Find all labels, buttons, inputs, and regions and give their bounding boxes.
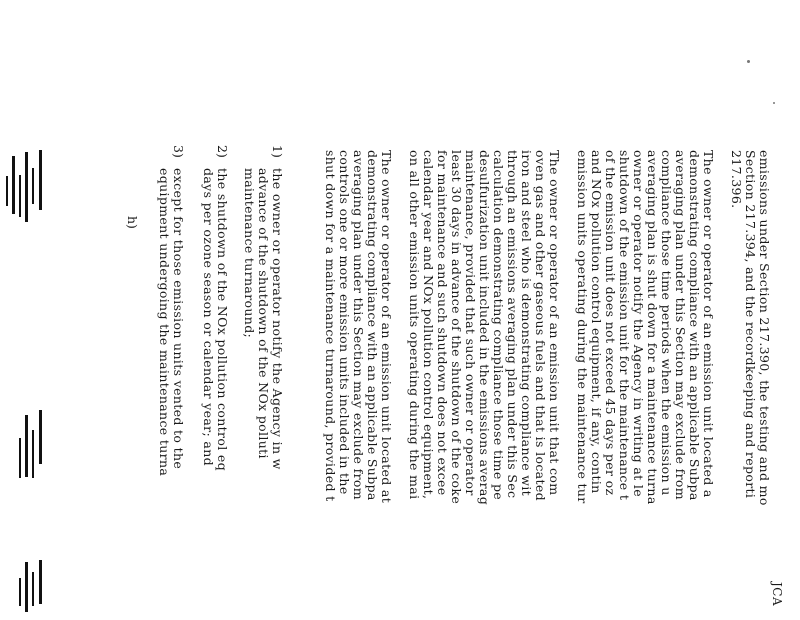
paragraph3-line: The owner or operator of an emission unit that com	[547, 150, 562, 496]
scan-artifact-bar	[25, 152, 28, 222]
scan-artifact-bar	[19, 578, 21, 606]
paragraph2-line: owner or operator notify the Agency in writing at le	[631, 150, 646, 497]
page-header-fragment: JCA	[770, 582, 784, 607]
scan-artifact-bar	[25, 562, 28, 612]
paragraph3-line: for maintenance and such shutdown does not excee	[435, 150, 450, 496]
paragraph3-line: oven gas and other gaseous fuels and that is located	[533, 150, 548, 501]
list-item-line: days per ozone season or calendar year; and	[201, 168, 216, 466]
paragraph3-line: desulfurization unit included in the emissions averag	[477, 150, 492, 506]
scan-speck	[747, 60, 750, 63]
paragraph3-line: through an emissions averaging plan under this Sec	[505, 150, 520, 499]
paragraph1-line: 217.396.	[729, 150, 744, 209]
paragraph2-line: averaging plan is shut down for a maintenance turna	[645, 150, 660, 505]
paragraph3-line: least 30 days in advance of the shutdown of the coke	[449, 150, 464, 505]
paragraph2-line: averaging plan under this Section may exclude from	[673, 150, 688, 500]
scan-artifact-bar	[6, 176, 8, 206]
scan-artifact-bar	[19, 175, 21, 217]
subsection-marker: h)	[125, 216, 140, 229]
list-item-line: advance of the shutdown of the NOx polluti	[256, 168, 271, 459]
list-item-number: 1)	[270, 145, 285, 158]
paragraph4-line: shut down for a maintenance turnaround, provided t	[323, 150, 338, 502]
scan-artifact-bar	[39, 150, 42, 210]
paragraph2-line: and NOx pollution control equipment, if any, contin	[589, 150, 604, 494]
list-item-line: equipment undergoing the maintenance turna	[157, 168, 172, 477]
paragraph1-line: Section 217.394, and the recordkeeping and reporti	[743, 150, 758, 499]
paragraph2-line: emission units operating during the maintenance tur	[575, 150, 590, 504]
scan-artifact-bar	[39, 410, 42, 464]
paragraph3-line: maintenance, provided that such owner or operator	[463, 150, 478, 496]
paragraph2-line: The owner or operator of an emission unit located a	[701, 150, 716, 498]
paragraph2-line: compliance those time periods when the emission u	[659, 150, 674, 496]
paragraph1-line: emissions under Section 217.390, the testing and mo	[757, 150, 772, 506]
list-item-number: 3)	[171, 145, 186, 158]
list-item-line: maintenance turnaround;	[242, 168, 257, 339]
paragraph4-line: averaging plan under this Section may exclude from	[351, 150, 366, 500]
scan-artifact-bar	[12, 156, 15, 214]
scan-artifact-bar	[32, 168, 34, 204]
paragraph3-line: iron and steel who is demonstrating compliance wit	[519, 150, 534, 497]
scan-speck	[773, 102, 775, 104]
list-item-line: the owner or operator notify the Agency in w	[270, 168, 285, 470]
scan-artifact-bar	[19, 438, 21, 478]
scan-artifact-bar	[25, 415, 28, 477]
paragraph3-line: calculation demonstrating compliance those time pe	[491, 150, 506, 501]
scan-artifact-bar	[32, 430, 34, 478]
scan-artifact-bar	[39, 560, 42, 604]
paragraph2-line: demonstrating compliance with an applicable Subpa	[687, 150, 702, 501]
list-item-line: the shutdown of the NOx pollution control eq	[215, 168, 230, 472]
scan-artifact-bar	[32, 572, 34, 606]
paragraph4-line: The owner or operator of an emission unit located at	[379, 150, 394, 504]
paragraph4-line: controls one or more emission units included in the	[337, 150, 352, 495]
paragraph2-line: of the emission unit does not exceed 45 days per oz	[603, 150, 618, 496]
paragraph2-line: shutdown of the emission unit for the maintenance t	[617, 150, 632, 501]
paragraph4-line: demonstrating compliance with an applicable Subpa	[365, 150, 380, 501]
list-item-number: 2)	[215, 145, 230, 158]
paragraph3-line: on all other emission units operating during the mai	[407, 150, 422, 500]
list-item-line: except for those emission units vented to the	[171, 168, 186, 470]
paragraph3-line: calendar year and NOx pollution control equipment,	[421, 150, 436, 500]
